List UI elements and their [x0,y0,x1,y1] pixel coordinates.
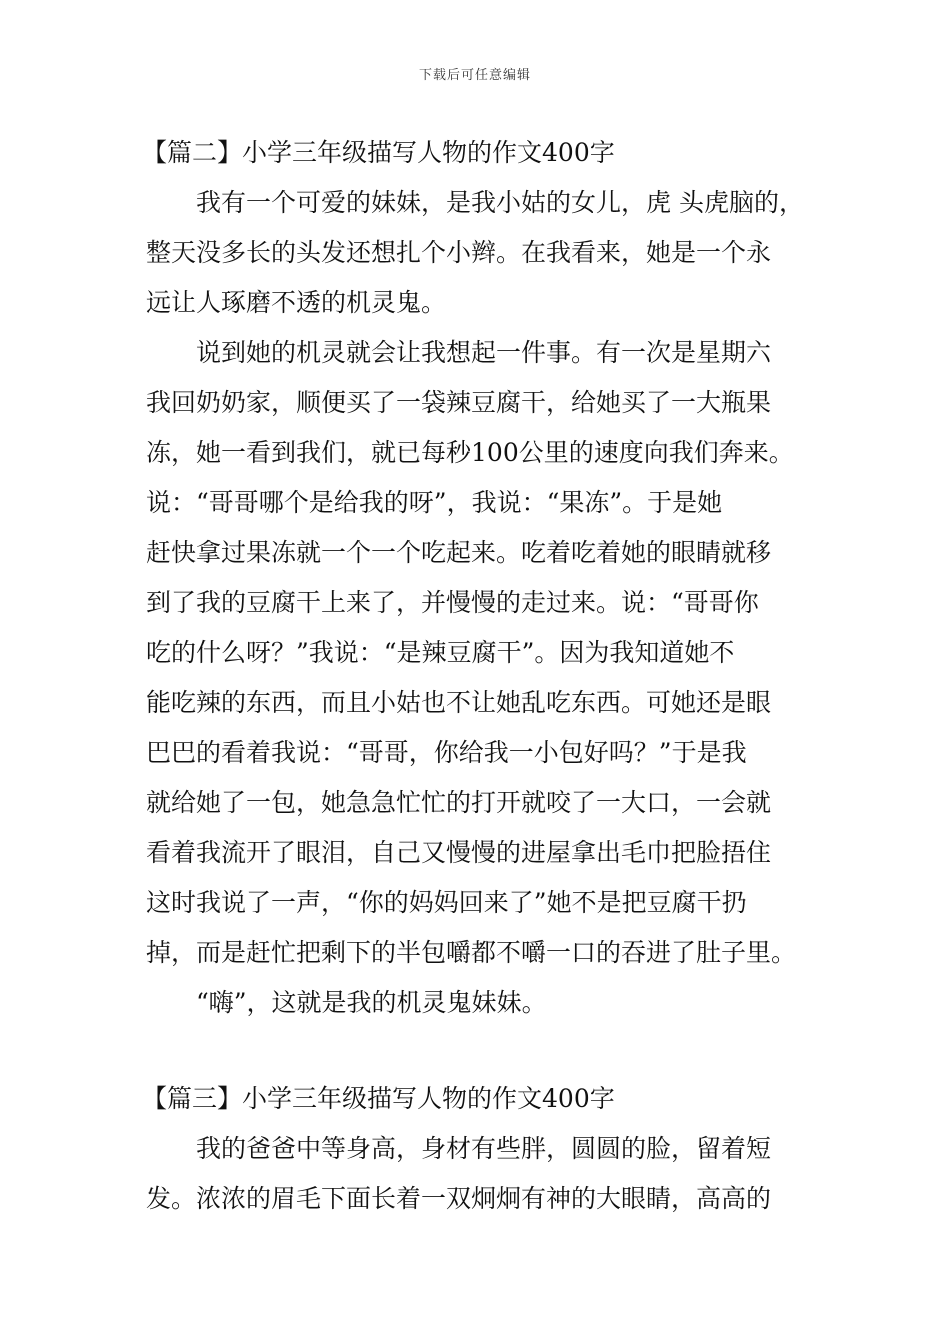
document-body [142,128,816,1224]
page-header: 下载后可任意编辑 [418,68,531,83]
text-line: 说到她的机灵就会让我想起一件事。有一次是星期六 [196,338,772,367]
text-line: 说：“哥哥哪个是给我的呀”，我说：“果冻”。于是她 [146,488,723,517]
text-line: 发。浓浓的眉毛下面长着一双炯炯有神的大眼睛，高高的 [146,1184,772,1213]
paragraph [146,178,816,328]
text-line: 吃的什么呀？”我说：“是辣豆腐干”。因为我知道她不 [146,638,735,667]
text-line: 掉，而是赶忙把剩下的半包嚼都不嚼一口的吞进了肚子里。 [146,938,797,967]
text-line: 就给她了一包，她急急忙忙的打开就咬了一大口，一会就 [146,788,772,817]
paragraph [146,1124,816,1224]
text-line: 整天没多长的头发还想扎个小辫。在我看来，她是一个永 [146,238,772,267]
text-line: 这时我说了一声，“你的妈妈回来了”她不是把豆腐干扔 [146,888,747,917]
text-line: 看着我流开了眼泪，自己又慢慢的进屋拿出毛巾把脸捂住 [146,838,772,867]
text-line: 赶快拿过果冻就一个一个吃起来。吃着吃着她的眼睛就移 [146,538,772,567]
paragraph [146,328,816,978]
text-line: 远让人琢磨不透的机灵鬼。 [146,288,447,317]
text-line: 能吃辣的东西，而且小姑也不让她乱吃东西。可她还是眼 [146,688,772,717]
section-heading: 【篇三】小学三年级描写人物的作文400字 [142,1084,615,1113]
text-line: 巴巴的看着我说：“哥哥，你给我一小包好吗？”于是我 [146,738,747,767]
section-heading: 【篇二】小学三年级描写人物的作文400字 [142,138,615,167]
text-line: 冻，她一看到我们，就已每秒100公里的速度向我们奔来。 [146,438,794,467]
text-line: 我的爸爸中等身高，身材有些胖，圆圆的脸，留着短 [196,1134,772,1163]
text-line: 到了我的豆腐干上来了，并慢慢的走过来。说：“哥哥你 [146,588,759,617]
text-line: 我回奶奶家，顺便买了一袋辣豆腐干，给她买了一大瓶果 [146,388,772,417]
text-line: 我有一个可爱的妹妹，是我小姑的女儿，虎 头虎脑的， [196,188,804,217]
text-line: “嗨”，这就是我的机灵鬼妹妹。 [196,988,547,1017]
paragraph [146,978,816,1028]
section-spacer [146,1028,816,1074]
